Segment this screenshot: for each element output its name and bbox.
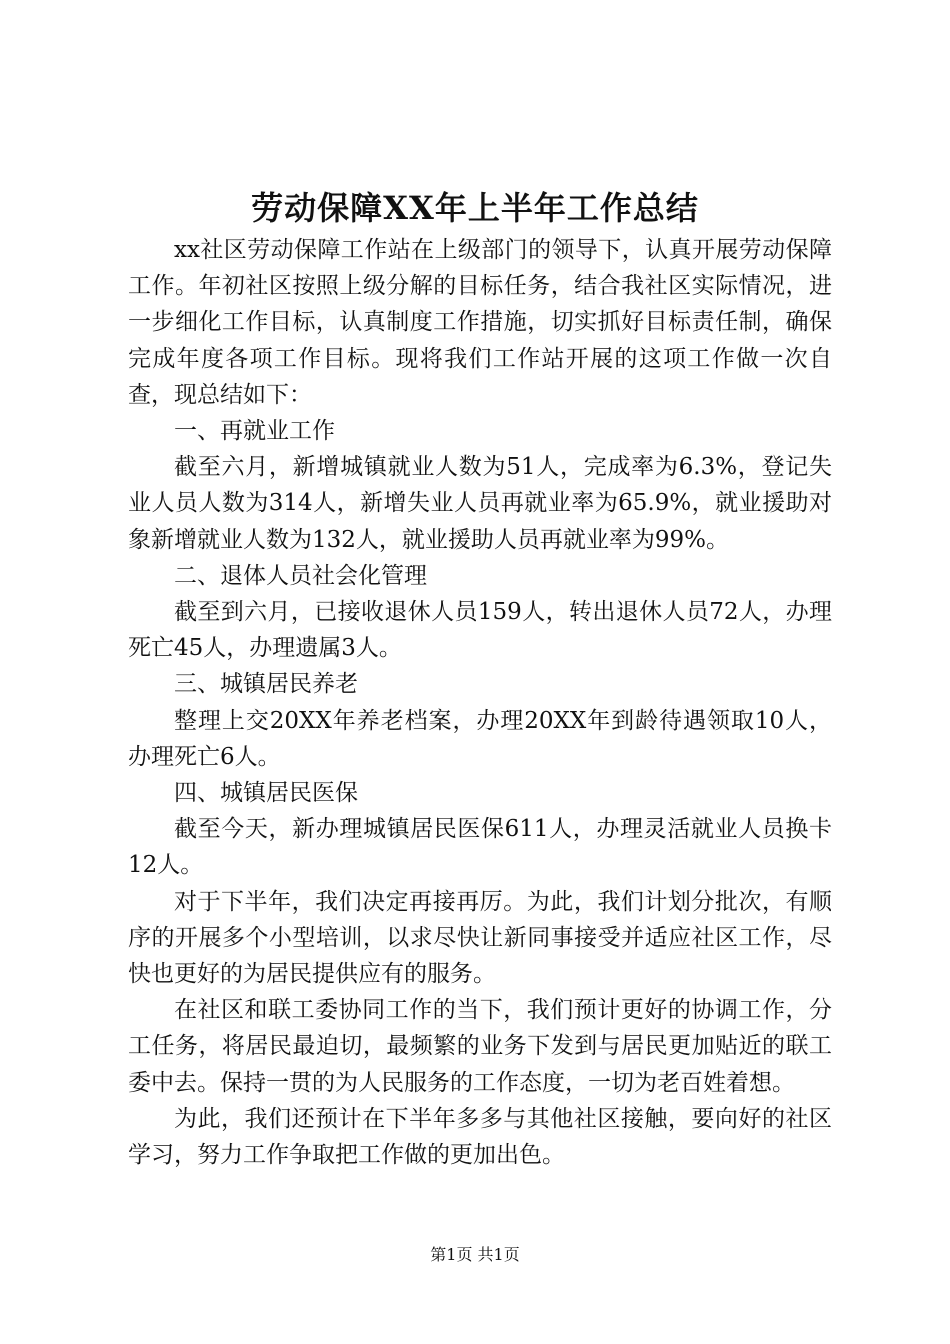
reemployment-paragraph: 截至六月，新增城镇就业人数为51人，完成率为6.3%，登记失业人员人数为314人，新增失业人员再就业率为65.9%，就业援助对象新增就业人数为132人，就业援助人员再就业率为99%。 xyxy=(128,454,832,553)
pension-paragraph: 整理上交20XX年养老档案，办理20XX年到龄待遇领取10人，办理死亡6人。 xyxy=(128,707,832,770)
closing-paragraph: 为此，我们还预计在下半年多多与其他社区接触，要向好的社区学习，努力工作争取把工作做的更加出色。 xyxy=(128,1105,832,1169)
plan-paragraph: 对于下半年，我们决定再接再厉。为此，我们计划分批次，有顺序的开展多个小型培训，以求尽快让新同事接受并适应社区工作，尽快也更好的为居民提供应有的服务。 xyxy=(128,888,832,988)
section-heading-pension: 三、城镇居民养老 xyxy=(174,671,358,698)
document-body xyxy=(128,232,832,1173)
page-number-footer: 第1页 共1页 xyxy=(430,1245,520,1264)
retiree-management-paragraph: 截至到六月，已接收退休人员159人，转出退休人员72人，办理死亡45人，办理遗属3人。 xyxy=(128,599,832,662)
coordination-paragraph: 在社区和联工委协同工作的当下，我们预计更好的协调工作，分工任务，将居民最迫切，最频繁的业务下发到与居民更加贴近的联工委中去。保持一贯的为人民服务的工作态度，一切为老百姓着想。 xyxy=(128,997,832,1096)
section-heading-retiree-management: 二、退体人员社会化管理 xyxy=(174,562,427,589)
document-title: 劳动保障XX年上半年工作总结 xyxy=(251,189,699,227)
section-heading-reemployment: 一、再就业工作 xyxy=(174,418,335,445)
medical-insurance-paragraph: 截至今天，新办理城镇居民医保611人，办理灵活就业人员换卡12人。 xyxy=(128,816,832,879)
section-heading-medical-insurance: 四、城镇居民医保 xyxy=(174,780,358,807)
intro-paragraph: xx社区劳动保障工作站在上级部门的领导下，认真开展劳动保障工作。年初社区按照上级分解的目标任务，结合我社区实际情况，进一步细化工作目标，认真制度工作措施，切实抓好目标责任制，确保完成年度各项工作目标。现将我们工作站开展的这项工作做一次自查，现总结如下： xyxy=(128,237,832,408)
